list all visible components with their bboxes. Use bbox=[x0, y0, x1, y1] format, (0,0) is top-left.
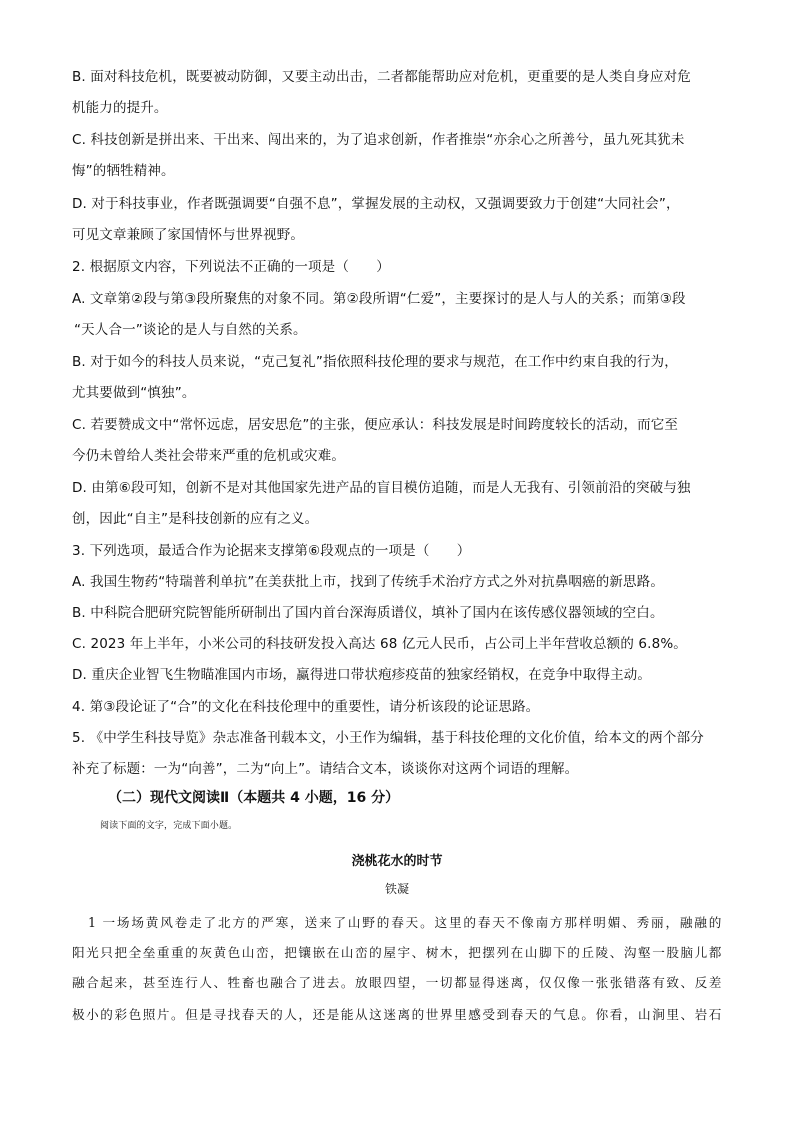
text-line: B. 对于如今的科技人员来说，“克己复礼”指依照科技伦理的要求与规范，在工作中约束自我的行为， bbox=[72, 354, 678, 370]
text-line: B. 面对科技危机，既要被动防御，又要主动出击，二者都能帮助应对危机，更重要的是人类自身应对危 bbox=[72, 69, 691, 85]
text-line: C. 2023 年上半年，小米公司的科技研发投入高达 68 亿元人民币，占公司上半年营收总额的 6.8%。 bbox=[72, 636, 687, 652]
text-line: D. 对于科技事业，作者既强调要“自强不息”，掌握发展的主动权，又强调要致力于创建“大同社会”， bbox=[72, 196, 680, 212]
text-line: 今仍未曾给人类社会带来严重的危机或灾难。 bbox=[72, 448, 345, 464]
text-line: C. 若要赞成文中“常怀远虑，居安思危”的主张，便应承认：科技发展是时间跨度较长的活动，而它至 bbox=[72, 417, 679, 433]
text-line: 3. 下列选项，最适合作为论据来支撑第⑥段观点的一项是（ ） bbox=[72, 543, 471, 559]
text-line: 机能力的提升。 bbox=[72, 100, 168, 116]
article-line: 极小的彩色照片。但是寻找春天的人，还是能从这迷离的世界里感受到春天的气息。你看，山涧里、岩石 bbox=[72, 1007, 722, 1022]
text-line: 可见文章兼顾了家国情怀与世界视野。 bbox=[72, 227, 305, 243]
text-line: 4. 第③段论证了“合”的文化在科技伦理中的重要性，请分析该段的论证思路。 bbox=[72, 699, 540, 715]
section-heading: （二）现代文阅读Ⅱ（本题共 4 小题，16 分） bbox=[108, 790, 400, 806]
text-line: D. 由第⑥段可知，创新不是对其他国家先进产品的盲目模仿追随，而是人无我有、引领前沿的突破与独 bbox=[72, 480, 691, 496]
text-line: 尤其要做到“慎独”。 bbox=[72, 385, 196, 401]
text-line: B. 中科院合肥研究院智能所研制出了国内首台深海质谱仪，填补了国内在该传感仪器领域的空白。 bbox=[72, 605, 664, 621]
text-line: D. 重庆企业智飞生物瞄准国内市场，赢得进口带状疱疹疫苗的独家经销权，在竞争中取得主动。 bbox=[72, 667, 652, 683]
reading-instruction: 阅读下面的文字，完成下面小题。 bbox=[100, 821, 238, 831]
article-line: 1 一场场黄风卷走了北方的严寒，送来了山野的春天。这里的春天不像南方那样明媚、秀丽，融融的 bbox=[88, 915, 722, 930]
article-line: 阳光只把全垒重重的灰黄色山峦，把镶嵌在山峦的屋宇、树木，把摆列在山脚下的丘陵、沟壑一股脑儿都 bbox=[72, 945, 722, 960]
article-title: 浇桃花水的时节 bbox=[351, 854, 443, 869]
article-line: 融合起来，甚至连行人、牲畜也融合了进去。放眼四望，一切都显得迷离，仅仅像一张张错落有致、反差 bbox=[72, 975, 722, 990]
text-line: A. 我国生物药“特瑞普利单抗”在美获批上市，找到了传统手术治疗方式之外对抗鼻咽癌的新思路。 bbox=[72, 574, 664, 590]
text-line: “天人合一”谈论的是人与自然的关系。 bbox=[74, 322, 307, 338]
text-line: C. 科技创新是拼出来、干出来、闯出来的，为了追求创新，作者推崇“亦余心之所善兮，虽九死其犹未 bbox=[72, 132, 685, 148]
text-line: A. 文章第②段与第③段所聚焦的对象不同。第②段所谓“仁爱”，主要探讨的是人与人的关系；而第③段 bbox=[72, 291, 686, 307]
text-line: 悔”的牺牲精神。 bbox=[72, 163, 175, 179]
text-line: 5. 《中学生科技导览》杂志准备刊载本文，小王作为编辑，基于科技伦理的文化价值，给本文的两个部分 bbox=[72, 730, 704, 746]
text-line: 2. 根据原文内容，下列说法不正确的一项是（ ） bbox=[72, 259, 390, 275]
article-author: 铁凝 bbox=[384, 882, 409, 896]
text-line: 补充了标题：一为“向善”，二为“向上”。请结合文本，谈谈你对这两个词语的理解。 bbox=[72, 761, 579, 777]
text-line: 创，因此“自主”是科技创新的应有之义。 bbox=[72, 511, 319, 527]
